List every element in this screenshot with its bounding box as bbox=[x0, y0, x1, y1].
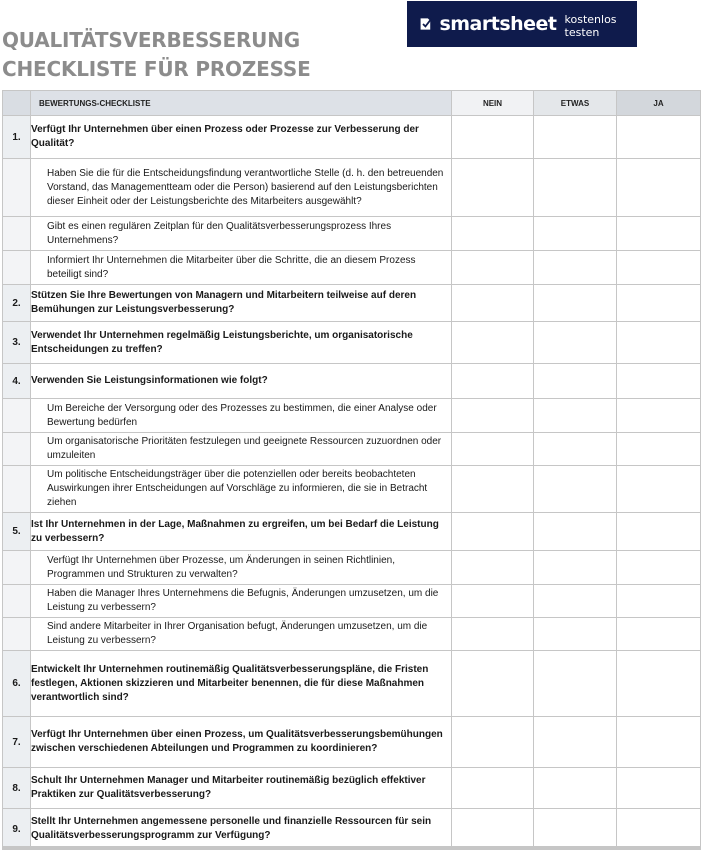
answer-ja-cell[interactable] bbox=[617, 618, 701, 651]
answer-ja-cell[interactable] bbox=[617, 251, 701, 285]
answer-ja-cell[interactable] bbox=[617, 217, 701, 251]
answer-nein-cell[interactable] bbox=[452, 551, 534, 585]
answer-etwas-cell[interactable] bbox=[534, 513, 617, 551]
table-row bbox=[3, 768, 701, 809]
row-question: Um organisatorische Prioritäten festzulegen und geeignete Ressourcen zuzuordnen oder umzuleiten bbox=[31, 433, 452, 466]
table-row bbox=[3, 251, 701, 285]
row-number bbox=[3, 551, 31, 585]
table-row bbox=[3, 159, 701, 217]
row-number bbox=[3, 159, 31, 217]
row-question: Stellt Ihr Unternehmen angemessene personelle und finanzielle Ressourcen für sein Qualitätsverbesserungsprogramm zur Verfügung? bbox=[31, 809, 452, 850]
table-header-row bbox=[3, 91, 701, 116]
row-number bbox=[3, 399, 31, 433]
row-question: Ist Ihr Unternehmen in der Lage, Maßnahmen zu ergreifen, um bei Bedarf die Leistung zu verbessern? bbox=[31, 513, 452, 551]
answer-ja-cell[interactable] bbox=[617, 285, 701, 322]
row-question: Sind andere Mitarbeiter in Ihrer Organisation befugt, Änderungen umzusetzen, um die Leistung zu verbessern? bbox=[31, 618, 452, 651]
answer-nein-cell[interactable] bbox=[452, 618, 534, 651]
row-number bbox=[3, 251, 31, 285]
answer-etwas-cell[interactable] bbox=[534, 717, 617, 768]
smartsheet-banner[interactable] bbox=[407, 1, 637, 47]
table-row bbox=[3, 322, 701, 364]
answer-ja-cell[interactable] bbox=[617, 322, 701, 364]
row-number bbox=[3, 217, 31, 251]
row-question: Schult Ihr Unternehmen Manager und Mitarbeiter routinemäßig bezüglich effektiver Praktiken zur Qualitätsverbesserung? bbox=[31, 768, 452, 809]
row-question: Verwenden Sie Leistungsinformationen wie folgt? bbox=[31, 364, 452, 399]
row-number bbox=[3, 433, 31, 466]
row-number: 1. bbox=[3, 116, 31, 159]
answer-nein-cell[interactable] bbox=[452, 285, 534, 322]
answer-nein-cell[interactable] bbox=[452, 159, 534, 217]
answer-nein-cell[interactable] bbox=[452, 251, 534, 285]
table-row bbox=[3, 217, 701, 251]
answer-nein-cell[interactable] bbox=[452, 116, 534, 159]
check-icon bbox=[419, 15, 433, 33]
answer-etwas-cell[interactable] bbox=[534, 466, 617, 513]
answer-nein-cell[interactable] bbox=[452, 399, 534, 433]
row-number: 9. bbox=[3, 809, 31, 850]
answer-etwas-cell[interactable] bbox=[534, 399, 617, 433]
row-question: Gibt es einen regulären Zeitplan für den Qualitätsverbesserungsprozess Ihres Unternehmens? bbox=[31, 217, 452, 251]
answer-etwas-cell[interactable] bbox=[534, 251, 617, 285]
row-question: Um politische Entscheidungsträger über die potenziellen oder bereits beobachteten Auswirkungen ihrer Entscheidungen auf Vorschläge zu informieren, die sie in Betracht ziehen bbox=[31, 466, 452, 513]
row-number bbox=[3, 466, 31, 513]
answer-nein-cell[interactable] bbox=[452, 322, 534, 364]
answer-ja-cell[interactable] bbox=[617, 551, 701, 585]
answer-nein-cell[interactable] bbox=[452, 585, 534, 618]
row-question: Haben die Manager Ihres Unternehmens die Befugnis, Änderungen umzusetzen, um die Leistung zu verbessern? bbox=[31, 585, 452, 618]
answer-etwas-cell[interactable] bbox=[534, 433, 617, 466]
header-number bbox=[3, 91, 31, 116]
answer-ja-cell[interactable] bbox=[617, 717, 701, 768]
answer-etwas-cell[interactable] bbox=[534, 322, 617, 364]
row-question: Haben Sie die für die Entscheidungsfindung verantwortliche Stelle (d. h. den betreuenden Vorstand, das Managementteam oder die Person) basierend auf den Leistungsberichten dieser Einheit oder der Leistungsberichte des Mitarbeiters ausgewählt? bbox=[31, 159, 452, 217]
row-number: 6. bbox=[3, 651, 31, 717]
answer-ja-cell[interactable] bbox=[617, 466, 701, 513]
answer-nein-cell[interactable] bbox=[452, 466, 534, 513]
answer-ja-cell[interactable] bbox=[617, 159, 701, 217]
table-bottom-border bbox=[2, 846, 700, 849]
row-question: Um Bereiche der Versorgung oder des Prozesses zu bestimmen, die einer Analyse oder Bewertung bedürfen bbox=[31, 399, 452, 433]
page-title bbox=[2, 26, 311, 84]
answer-etwas-cell[interactable] bbox=[534, 809, 617, 850]
row-number: 7. bbox=[3, 717, 31, 768]
table-row bbox=[3, 364, 701, 399]
header-ja: JA bbox=[617, 91, 701, 116]
row-question: Informiert Ihr Unternehmen die Mitarbeiter über die Schritte, die an diesem Prozess beteiligt sind? bbox=[31, 251, 452, 285]
answer-ja-cell[interactable] bbox=[617, 399, 701, 433]
header-nein: NEIN bbox=[452, 91, 534, 116]
table-row bbox=[3, 809, 701, 850]
table-row bbox=[3, 651, 701, 717]
answer-ja-cell[interactable] bbox=[617, 513, 701, 551]
row-number: 3. bbox=[3, 322, 31, 364]
row-number: 2. bbox=[3, 285, 31, 322]
brand-name: smartsheet bbox=[439, 13, 557, 35]
table-row bbox=[3, 618, 701, 651]
answer-ja-cell[interactable] bbox=[617, 651, 701, 717]
table-row bbox=[3, 513, 701, 551]
row-number: 4. bbox=[3, 364, 31, 399]
row-question: Stützen Sie Ihre Bewertungen von Managern und Mitarbeitern teilweise auf deren Bemühungen zur Leistungsverbesserung? bbox=[31, 285, 452, 322]
answer-nein-cell[interactable] bbox=[452, 513, 534, 551]
row-number bbox=[3, 618, 31, 651]
answer-etwas-cell[interactable] bbox=[534, 217, 617, 251]
answer-ja-cell[interactable] bbox=[617, 364, 701, 399]
answer-etwas-cell[interactable] bbox=[534, 585, 617, 618]
row-number: 8. bbox=[3, 768, 31, 809]
row-question: Verfügt Ihr Unternehmen über Prozesse, um Änderungen in seinen Richtlinien, Programmen und Strukturen zu verwalten? bbox=[31, 551, 452, 585]
answer-etwas-cell[interactable] bbox=[534, 285, 617, 322]
table-row bbox=[3, 551, 701, 585]
row-question: Entwickelt Ihr Unternehmen routinemäßig Qualitätsverbesserungspläne, die Fristen festlegen, Aktionen skizzieren und Mitarbeiter benennen, die für diese Maßnahmen verantwortlich sind? bbox=[31, 651, 452, 717]
answer-etwas-cell[interactable] bbox=[534, 768, 617, 809]
table-row bbox=[3, 466, 701, 513]
table-row bbox=[3, 585, 701, 618]
header-etwas: ETWAS bbox=[534, 91, 617, 116]
answer-ja-cell[interactable] bbox=[617, 433, 701, 466]
answer-ja-cell[interactable] bbox=[617, 768, 701, 809]
row-question: Verfügt Ihr Unternehmen über einen Prozess, um Qualitätsverbesserungsbemühungen zwischen verschiedenen Abteilungen und Programmen zu koordinieren? bbox=[31, 717, 452, 768]
table-row bbox=[3, 285, 701, 322]
answer-ja-cell[interactable] bbox=[617, 809, 701, 850]
row-number: 5. bbox=[3, 513, 31, 551]
table-row bbox=[3, 433, 701, 466]
row-question: Verfügt Ihr Unternehmen über einen Prozess oder Prozesse zur Verbesserung der Qualität? bbox=[31, 116, 452, 159]
answer-nein-cell[interactable] bbox=[452, 768, 534, 809]
title-line-2: CHECKLISTE FÜR PROZESSE bbox=[2, 57, 311, 81]
answer-nein-cell[interactable] bbox=[452, 809, 534, 850]
answer-nein-cell[interactable] bbox=[452, 217, 534, 251]
assessment-checklist-table bbox=[2, 90, 701, 850]
answer-etwas-cell[interactable] bbox=[534, 116, 617, 159]
answer-etwas-cell[interactable] bbox=[534, 159, 617, 217]
answer-nein-cell[interactable] bbox=[452, 651, 534, 717]
table-row bbox=[3, 399, 701, 433]
row-number bbox=[3, 585, 31, 618]
trial-link[interactable]: kostenlos testen bbox=[564, 12, 617, 39]
answer-ja-cell[interactable] bbox=[617, 585, 701, 618]
answer-nein-cell[interactable] bbox=[452, 364, 534, 399]
title-line-1: QUALITÄTSVERBESSERUNG bbox=[2, 28, 300, 52]
answer-ja-cell[interactable] bbox=[617, 116, 701, 159]
table-row bbox=[3, 116, 701, 159]
answer-etwas-cell[interactable] bbox=[534, 551, 617, 585]
answer-nein-cell[interactable] bbox=[452, 433, 534, 466]
answer-etwas-cell[interactable] bbox=[534, 364, 617, 399]
answer-etwas-cell[interactable] bbox=[534, 651, 617, 717]
header-question: BEWERTUNGS-CHECKLISTE bbox=[31, 91, 452, 116]
row-question: Verwendet Ihr Unternehmen regelmäßig Leistungsberichte, um organisatorische Entscheidungen zu treffen? bbox=[31, 322, 452, 364]
answer-nein-cell[interactable] bbox=[452, 717, 534, 768]
table-row bbox=[3, 717, 701, 768]
answer-etwas-cell[interactable] bbox=[534, 618, 617, 651]
